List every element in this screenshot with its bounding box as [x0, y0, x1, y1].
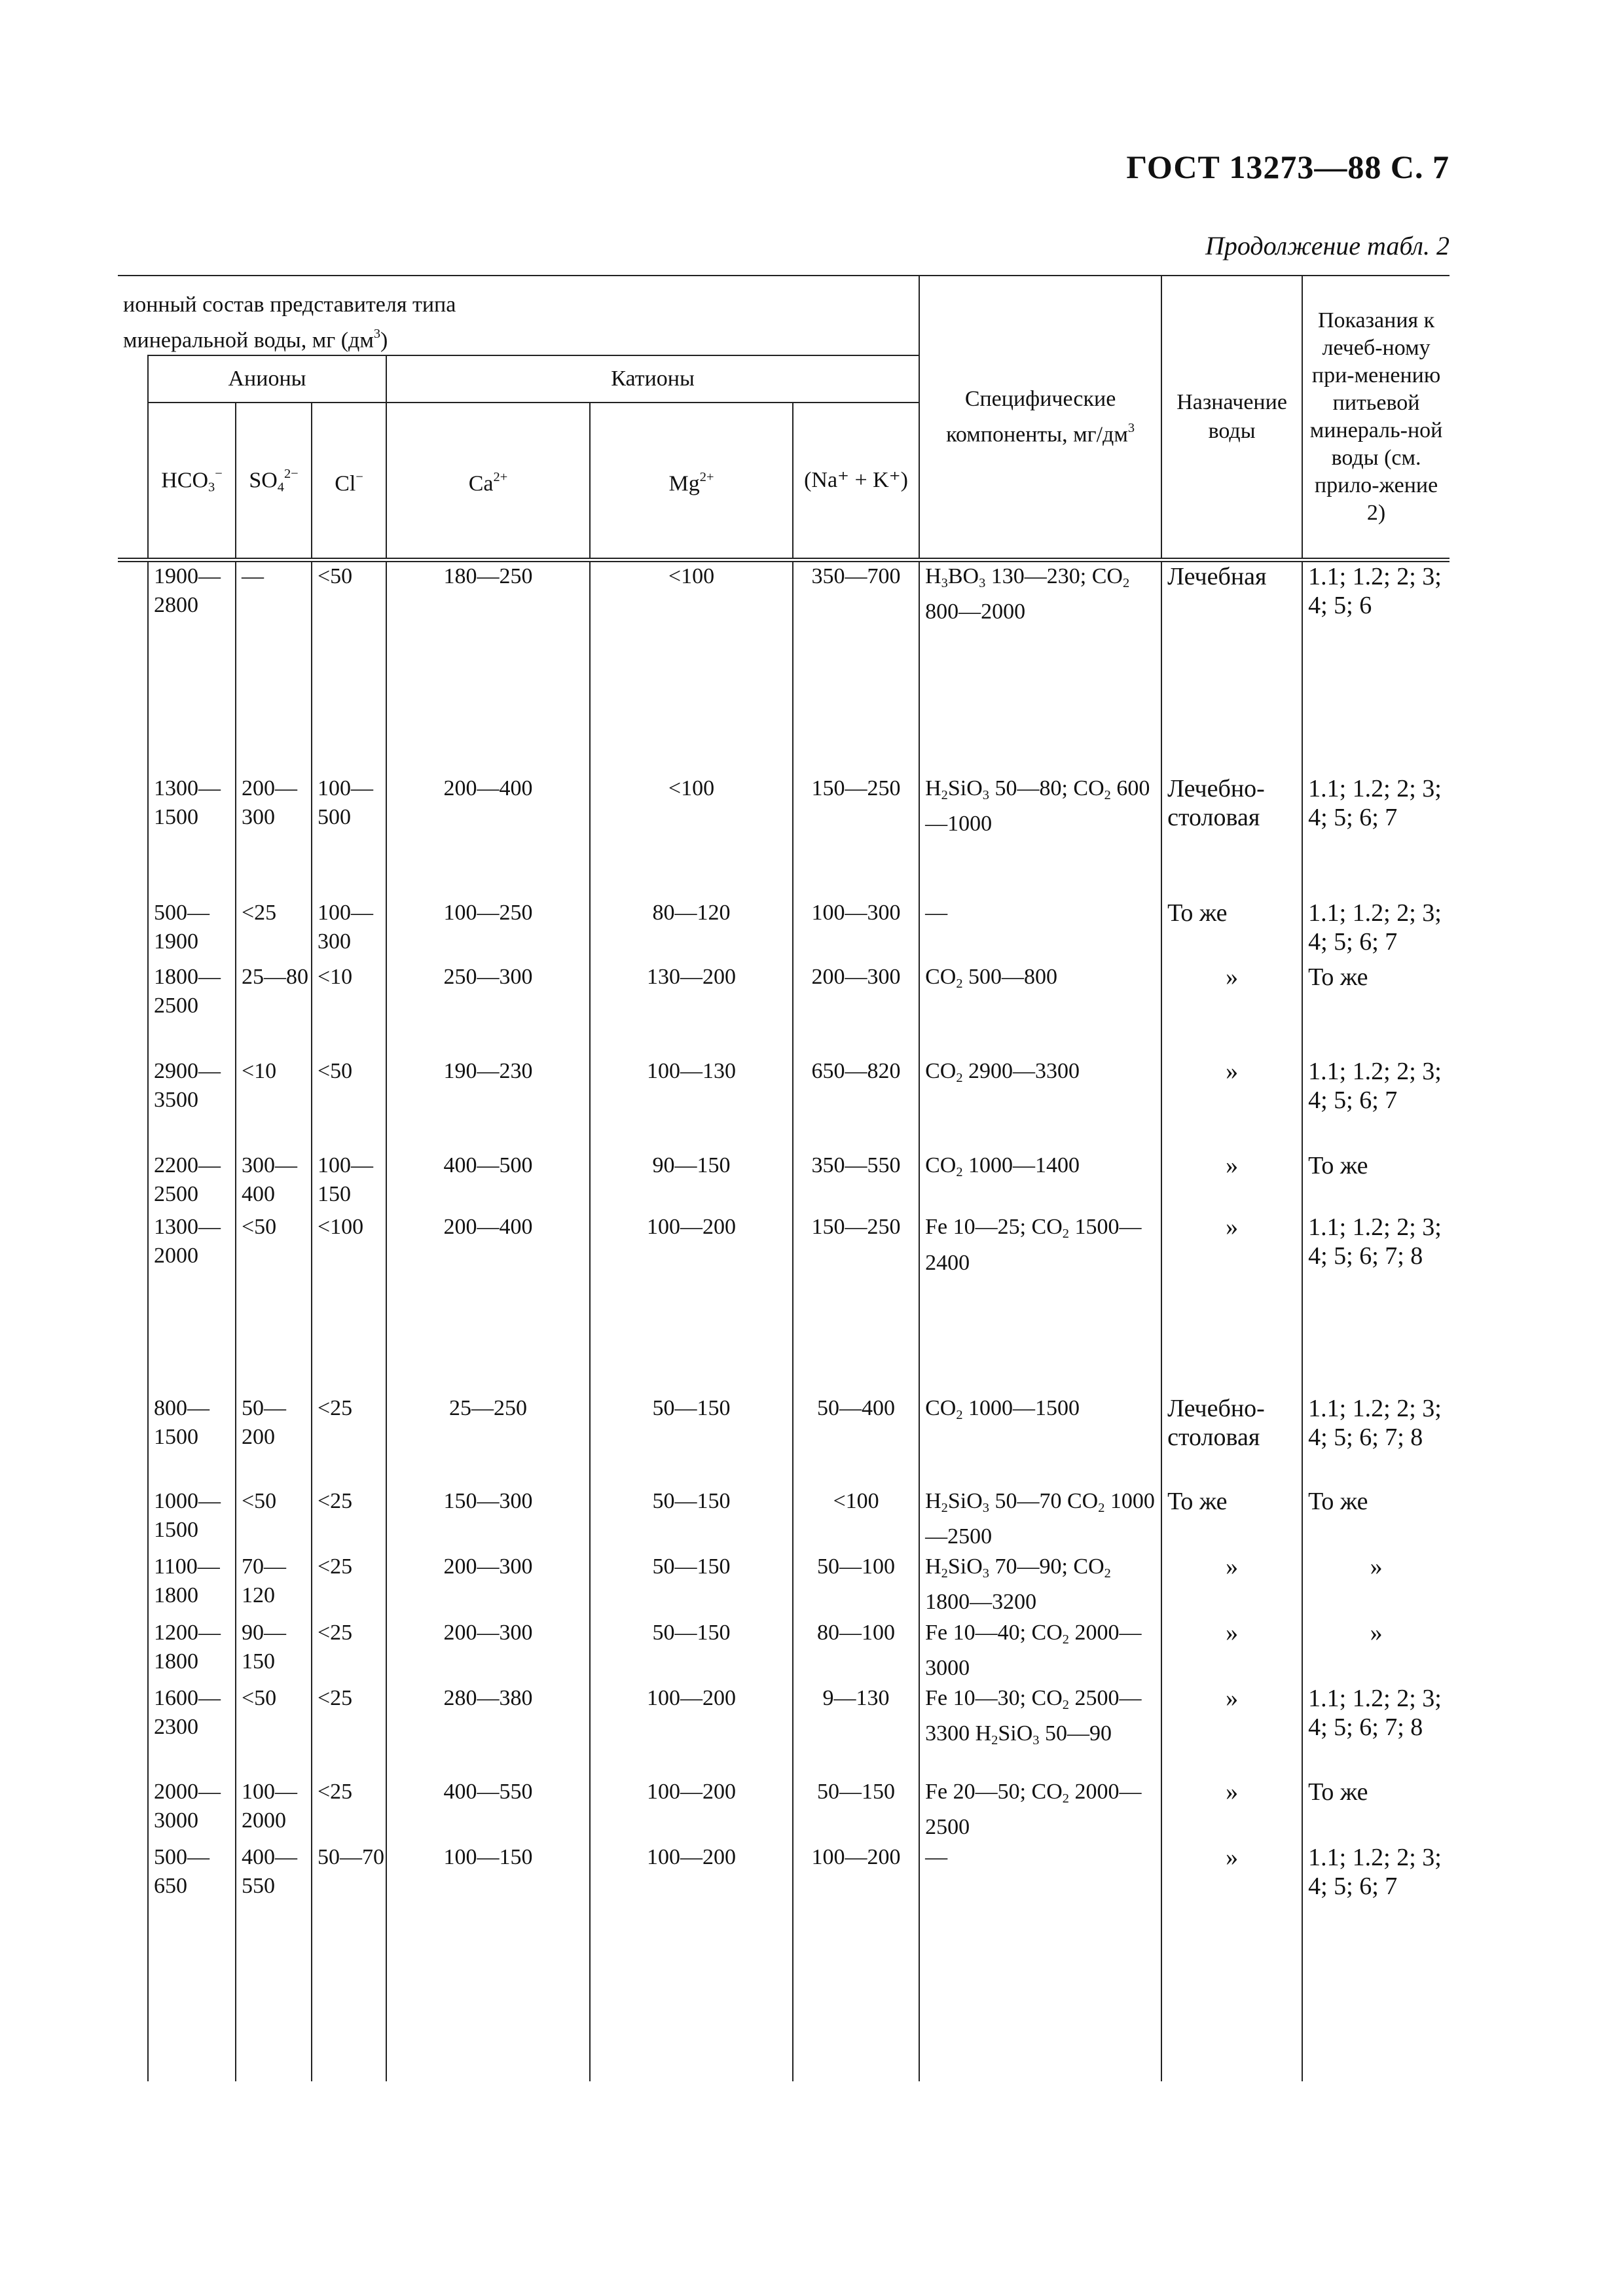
cell-ca: 400—550: [386, 1778, 590, 1844]
cell-specific: Fe 10—25; $CO_2$ 1500—2400: [919, 1213, 1161, 1394]
cell-cl: 100—300: [312, 899, 386, 963]
cell-indications: 1.1; 1.2; 2; 3; 4; 5; 6: [1302, 560, 1450, 774]
col-header-mg: [590, 403, 793, 560]
cell-hco3: 1800—2500: [148, 963, 236, 1056]
cell-hco3: 500—1900: [148, 899, 236, 963]
ca-label: Ca: [468, 471, 494, 496]
cell-na-k: 100—200: [793, 1843, 919, 2081]
cell-ca: 280—380: [386, 1684, 590, 1777]
cell-cl: <25: [312, 1487, 386, 1553]
cell-na-k: 50—150: [793, 1778, 919, 1844]
cell-purpose: »: [1161, 1057, 1302, 1151]
table-row: [118, 1213, 1450, 1394]
cell-ca: 100—150: [386, 1843, 590, 2081]
cell-ca: 25—250: [386, 1394, 590, 1486]
cell-ca: 200—400: [386, 1213, 590, 1394]
cell-purpose: Лечебно-столовая: [1161, 774, 1302, 899]
cell-purpose: »: [1161, 1552, 1302, 1619]
mg-sup: 2+: [699, 469, 714, 484]
cell-ca: 200—300: [386, 1619, 590, 1685]
cell-cl: 50—70: [312, 1843, 386, 2081]
table-row: [118, 963, 1450, 1056]
cell-mg: 100—200: [590, 1213, 793, 1394]
cell-so4: <50: [236, 1487, 312, 1553]
so4-label: SO: [249, 468, 278, 493]
cell-indications: 1.1; 1.2; 2; 3; 4; 5; 6; 7; 8: [1308, 1395, 1442, 1452]
cell-mg: 100—200: [590, 1684, 793, 1777]
col-header-na-k: (Na⁺ + K⁺): [793, 403, 919, 560]
cell-so4: <10: [236, 1057, 312, 1151]
table-row: [118, 1843, 1450, 2081]
cell-cl: <25: [312, 1778, 386, 1844]
cell-so4: 400—550: [236, 1843, 312, 2081]
cell-specific: $CO_2$ 1000—1400: [919, 1151, 1161, 1213]
cell-so4: 100—2000: [236, 1778, 312, 1844]
cell-mg: 100—200: [590, 1843, 793, 2081]
col-header-purpose: Назначение воды: [1161, 276, 1302, 560]
table-row: [118, 560, 1450, 774]
cell-specific: $CO_2$ 2900—3300: [919, 1057, 1161, 1151]
cell-purpose: Лечебная: [1161, 560, 1302, 774]
table-row: [118, 774, 1450, 899]
col-header-specific: [919, 276, 1161, 560]
cell-mg: 50—150: [590, 1552, 793, 1619]
cell-indications: 1.1; 1.2; 2; 3; 4; 5; 6; 7: [1308, 775, 1442, 832]
table-row: [118, 1487, 1450, 1553]
cations-header: Катионы: [386, 355, 919, 403]
cell-purpose: »: [1161, 1684, 1302, 1777]
cell-hco3: 800—1500: [148, 1394, 236, 1486]
table-row: [118, 1684, 1450, 1777]
cell-cl: <50: [312, 1057, 386, 1151]
indent-cell: [118, 963, 148, 1056]
cell-na-k: 350—550: [793, 1151, 919, 1213]
col-header-cl: Cl−: [312, 403, 386, 560]
cell-specific: Fe 10—40; $CO_2$ 2000—3000: [919, 1619, 1161, 1685]
indent-cell: [118, 1487, 148, 1553]
cell-indications: »: [1370, 1553, 1383, 1581]
indent-cell: [118, 1552, 148, 1619]
cell-specific: Fe 20—50; $CO_2$ 2000—2500: [919, 1778, 1161, 1844]
anions-header: Анионы: [148, 355, 386, 403]
cell-hco3: 500—650: [148, 1843, 236, 2081]
cell-cl: <100: [312, 1213, 386, 1394]
cell-purpose: То же: [1161, 899, 1302, 963]
cell-mg: <100: [590, 774, 793, 899]
cell-specific: $H_2SiO_3$ 50—80; $CO_2$ 600—1000: [919, 774, 1161, 899]
cell-so4: 70—120: [236, 1552, 312, 1619]
cell-na-k: 200—300: [793, 963, 919, 1056]
cell-mg: 50—150: [590, 1619, 793, 1685]
cell-indications: 1.1; 1.2; 2; 3; 4; 5; 6; 7: [1308, 1844, 1442, 1901]
cell-ca: 200—300: [386, 1552, 590, 1619]
table-body: [118, 560, 1450, 2081]
cell-ca: 190—230: [386, 1057, 590, 1151]
cell-hco3: 2200—2500: [148, 1151, 236, 1213]
cell-mg: <100: [590, 560, 793, 774]
cell-purpose: »: [1161, 1778, 1302, 1844]
cell-mg: 50—150: [590, 1487, 793, 1553]
table-row: [118, 899, 1450, 963]
cell-mg: 90—150: [590, 1151, 793, 1213]
col-header-hco3: $HCO_3^-$: [148, 403, 236, 560]
cell-indications: 1.1; 1.2; 2; 3; 4; 5; 6; 7: [1308, 899, 1442, 956]
cell-na-k: 100—300: [793, 899, 919, 963]
indent-cell: [118, 403, 148, 560]
table-row: [118, 1151, 1450, 1213]
ionic-header-suffix: ): [380, 328, 388, 353]
cell-indications: То же: [1308, 1152, 1368, 1180]
indent-cell: [118, 1619, 148, 1685]
cell-hco3: 1200—1800: [148, 1619, 236, 1685]
cell-specific: —: [919, 1843, 1161, 2081]
cell-cl: 100—150: [312, 1151, 386, 1213]
cell-mg: 100—200: [590, 1778, 793, 1844]
indent-cell: [118, 1778, 148, 1844]
cell-hco3: 1100—1800: [148, 1552, 236, 1619]
cell-so4: 50—200: [236, 1394, 312, 1486]
page-header-title: ГОСТ 13273—88 С. 7: [1126, 149, 1450, 185]
cell-cl: <25: [312, 1394, 386, 1486]
cl-label: Cl: [335, 471, 356, 496]
cell-so4: 200—300: [236, 774, 312, 899]
cell-hco3: 2900—3500: [148, 1057, 236, 1151]
cell-specific: $H_3BO_3$ 130—230; $CO_2$ 800—2000: [919, 560, 1161, 774]
cell-hco3: 1900—2800: [148, 560, 236, 774]
cell-hco3: 1300—2000: [148, 1213, 236, 1394]
mg-label: Mg: [668, 471, 700, 496]
indent-cell: [118, 560, 148, 774]
indent-cell: [118, 1394, 148, 1486]
ionic-header-line2: минеральной воды, мг (дм: [123, 328, 374, 353]
col-specific-sup: 3: [1127, 420, 1135, 435]
col-header-so4: $SO_4^{2-}$: [236, 403, 312, 560]
cell-indications: 1.1; 1.2; 2; 3; 4; 5; 6; 7; 8: [1308, 1213, 1442, 1270]
cell-hco3: 1000—1500: [148, 1487, 236, 1553]
cell-cl: <25: [312, 1619, 386, 1685]
cell-indications: То же: [1308, 1778, 1368, 1806]
cell-specific: $H_2SiO_3$ 70—90; $CO_2$ 1800—3200: [919, 1552, 1161, 1619]
indent-cell: [118, 1684, 148, 1777]
ca-sup: 2+: [493, 469, 508, 484]
cell-so4: <50: [236, 1684, 312, 1777]
ionic-header-sup: 3: [373, 327, 381, 341]
cell-cl: <25: [312, 1684, 386, 1777]
cell-na-k: 9—130: [793, 1684, 919, 1777]
cell-na-k: 650—820: [793, 1057, 919, 1151]
cell-so4: <25: [236, 899, 312, 963]
table-continuation-label: Продолжение табл. 2: [1205, 231, 1450, 260]
hco3-label: HCO: [161, 468, 209, 493]
table-row: [118, 1619, 1450, 1685]
col-header-indications: Показания к лечеб-ному при-менению питьевой минераль-ной воды (см. прило-жение 2): [1302, 276, 1450, 560]
indent-cell: [118, 1057, 148, 1151]
cell-na-k: 50—400: [793, 1394, 919, 1486]
indent-cell: [118, 774, 148, 899]
cell-hco3: 2000—3000: [148, 1778, 236, 1844]
indent-cell: [118, 355, 148, 403]
cell-cl: <50: [312, 560, 386, 774]
cell-indications: 1.1; 1.2; 2; 3; 4; 5; 6; 7; 8: [1308, 1685, 1442, 1742]
indent-cell: [118, 1151, 148, 1213]
cell-mg: 80—120: [590, 899, 793, 963]
cell-indications: То же: [1308, 1487, 1368, 1515]
cell-mg: 100—130: [590, 1057, 793, 1151]
cell-na-k: 80—100: [793, 1619, 919, 1685]
cell-purpose: Лечебно-столовая: [1161, 1394, 1302, 1486]
cell-hco3: 1300—1500: [148, 774, 236, 899]
cell-so4: 300—400: [236, 1151, 312, 1213]
cell-specific: Fe 10—30; $CO_2$ 2500—3300 $H_2SiO_3$ 50—90: [919, 1684, 1161, 1777]
cell-ca: 180—250: [386, 560, 590, 774]
mineral-water-table: [118, 275, 1450, 2081]
cell-so4: 90—150: [236, 1619, 312, 1685]
cell-na-k: <100: [793, 1487, 919, 1553]
table-row: [118, 1552, 1450, 1619]
cell-indications: »: [1370, 1619, 1383, 1647]
col-header-ca: [386, 403, 590, 560]
cell-specific: $CO_2$ 1000—1500: [919, 1394, 1161, 1486]
cell-na-k: 150—250: [793, 774, 919, 899]
cell-purpose: »: [1161, 1213, 1302, 1394]
cell-ca: 400—500: [386, 1151, 590, 1213]
cell-purpose: »: [1161, 1843, 1302, 2081]
cell-purpose: »: [1161, 1619, 1302, 1685]
cell-cl: <10: [312, 963, 386, 1056]
cell-indications: То же: [1308, 963, 1368, 992]
cell-na-k: 350—700: [793, 560, 919, 774]
cell-ca: 150—300: [386, 1487, 590, 1553]
cell-purpose: »: [1161, 963, 1302, 1056]
cell-specific: $H_2SiO_3$ 50—70 $CO_2$ 1000—2500: [919, 1487, 1161, 1553]
cell-ca: 250—300: [386, 963, 590, 1056]
indent-cell: [118, 899, 148, 963]
cell-mg: 130—200: [590, 963, 793, 1056]
cell-purpose: »: [1161, 1151, 1302, 1213]
cell-cl: 100—500: [312, 774, 386, 899]
cell-specific: $CO_2$ 500—800: [919, 963, 1161, 1056]
table-row: [118, 1394, 1450, 1486]
col-specific-text: Специфические компоненты, мг/дм: [946, 386, 1128, 447]
ionic-header-line1: ионный состав представителя типа: [123, 293, 456, 317]
cell-cl: <25: [312, 1552, 386, 1619]
indent-cell: [118, 1843, 148, 2081]
cell-ca: 200—400: [386, 774, 590, 899]
ionic-composition-header: [118, 276, 919, 355]
cell-indications: 1.1; 1.2; 2; 3; 4; 5; 6; 7: [1308, 1057, 1442, 1114]
cell-hco3: 1600—2300: [148, 1684, 236, 1777]
table-row: [118, 1057, 1450, 1151]
cell-na-k: 50—100: [793, 1552, 919, 1619]
cell-so4: 25—80: [236, 963, 312, 1056]
cell-specific: —: [919, 899, 1161, 963]
cell-so4: <50: [236, 1213, 312, 1394]
table-row: [118, 1778, 1450, 1844]
cell-ca: 100—250: [386, 899, 590, 963]
cell-purpose: То же: [1161, 1487, 1302, 1553]
cell-na-k: 150—250: [793, 1213, 919, 1394]
cell-mg: 50—150: [590, 1394, 793, 1486]
cell-so4: —: [236, 560, 312, 774]
indent-cell: [118, 1213, 148, 1394]
